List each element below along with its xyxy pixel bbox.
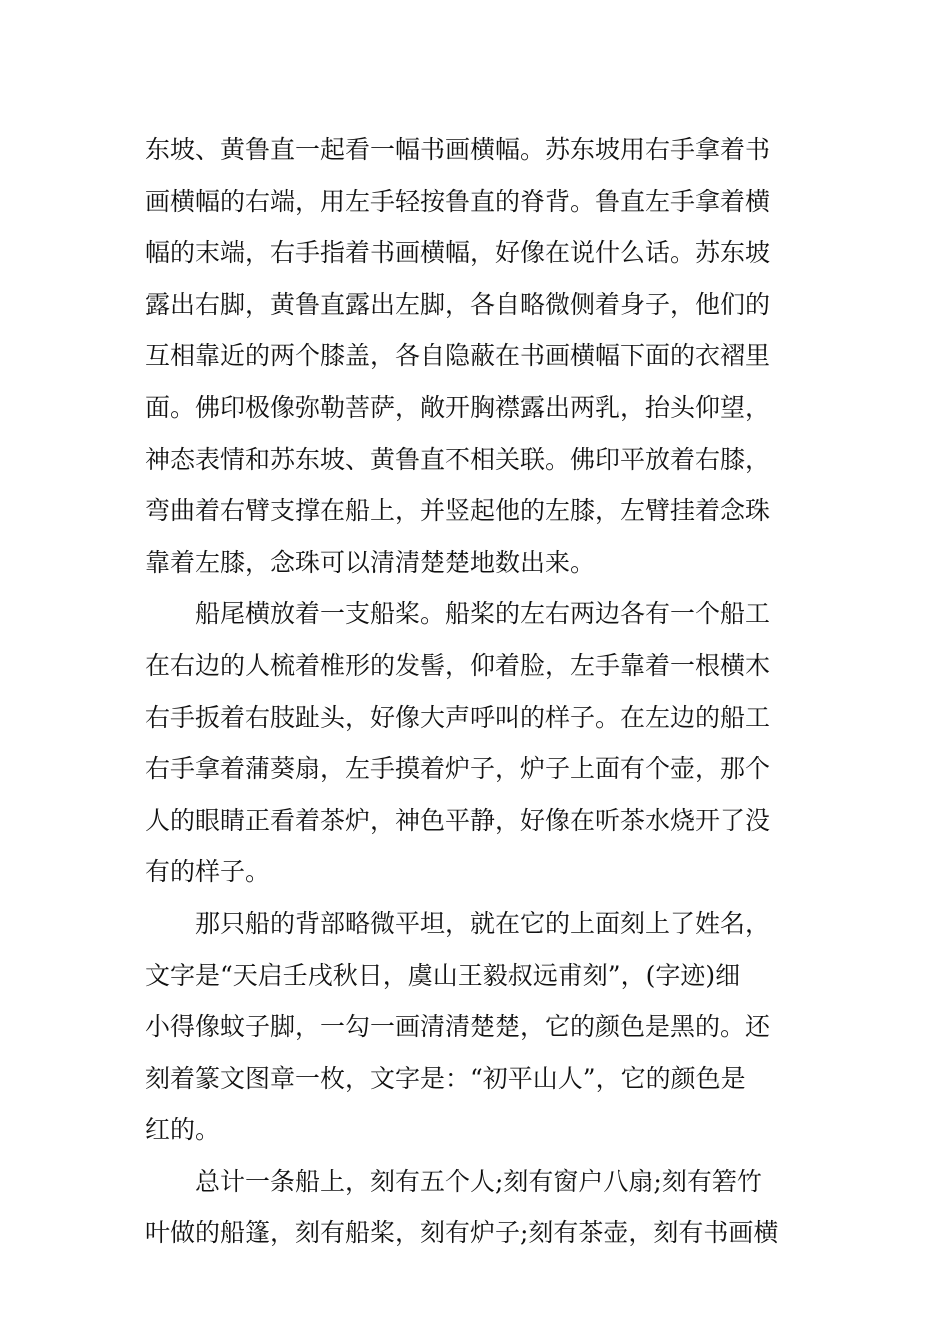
text-line: 面。佛印极像弥勒菩萨，敞开胸襟露出两乳，抬头仰望， bbox=[145, 392, 771, 422]
text-line: 人的眼睛正看着茶炉，神色平静，好像在听茶水烧开了没 bbox=[145, 805, 771, 835]
text-line: 弯曲着右臂支撑在船上，并竖起他的左膝，左臂挂着念珠 bbox=[145, 496, 771, 526]
text-line: 那只船的背部略微平坦，就在它的上面刻上了姓名， bbox=[145, 908, 771, 938]
text-line: 画横幅的右端，用左手轻按鲁直的脊背。鲁直左手拿着横 bbox=[145, 186, 771, 216]
text-line: 幅的末端，右手指着书画横幅，好像在说什么话。苏东坡 bbox=[145, 238, 771, 268]
text-line: 文字是“天启壬戌秋日，虞山王毅叔远甫刻”，(字迹)细 bbox=[145, 960, 741, 990]
text-line: 船尾横放着一支船桨。船桨的左右两边各有一个船工 bbox=[145, 599, 771, 629]
text-line: 东坡、黄鲁直一起看一幅书画横幅。苏东坡用右手拿着书 bbox=[145, 135, 771, 164]
text-line: 互相靠近的两个膝盖，各自隐蔽在书画横幅下面的衣褶里 bbox=[145, 341, 771, 371]
text-line: 靠着左膝，念珠可以清清楚楚地数出来。 bbox=[145, 547, 596, 577]
text-line: 红的。 bbox=[145, 1115, 221, 1145]
text-line: 有的样子。 bbox=[145, 857, 271, 887]
text-line: 右手拿着蒲葵扇，左手摸着炉子，炉子上面有个壶，那个 bbox=[145, 754, 771, 784]
text-line: 叶做的船篷，刻有船桨，刻有炉子;刻有茶壶，刻有书画横 bbox=[145, 1218, 779, 1248]
text-line: 刻着篆文图章一枚，文字是：“初平山人”，它的颜色是 bbox=[145, 1063, 746, 1093]
text-line: 总计一条船上，刻有五个人;刻有窗户八扇;刻有箬竹 bbox=[145, 1166, 762, 1196]
text-line: 小得像蚊子脚，一勾一画清清楚楚，它的颜色是黑的。还 bbox=[145, 1012, 771, 1042]
document-text-body bbox=[145, 124, 810, 1259]
text-line: 露出右脚，黄鲁直露出左脚，各自略微侧着身子，他们的 bbox=[145, 289, 771, 319]
text-line: 神态表情和苏东坡、黄鲁直不相关联。佛印平放着右膝， bbox=[145, 444, 771, 474]
text-line: 在右边的人梳着椎形的发髻，仰着脸，左手靠着一根横木 bbox=[145, 650, 771, 680]
text-line: 右手扳着右肢趾头，好像大声呼叫的样子。在左边的船工 bbox=[145, 702, 771, 732]
